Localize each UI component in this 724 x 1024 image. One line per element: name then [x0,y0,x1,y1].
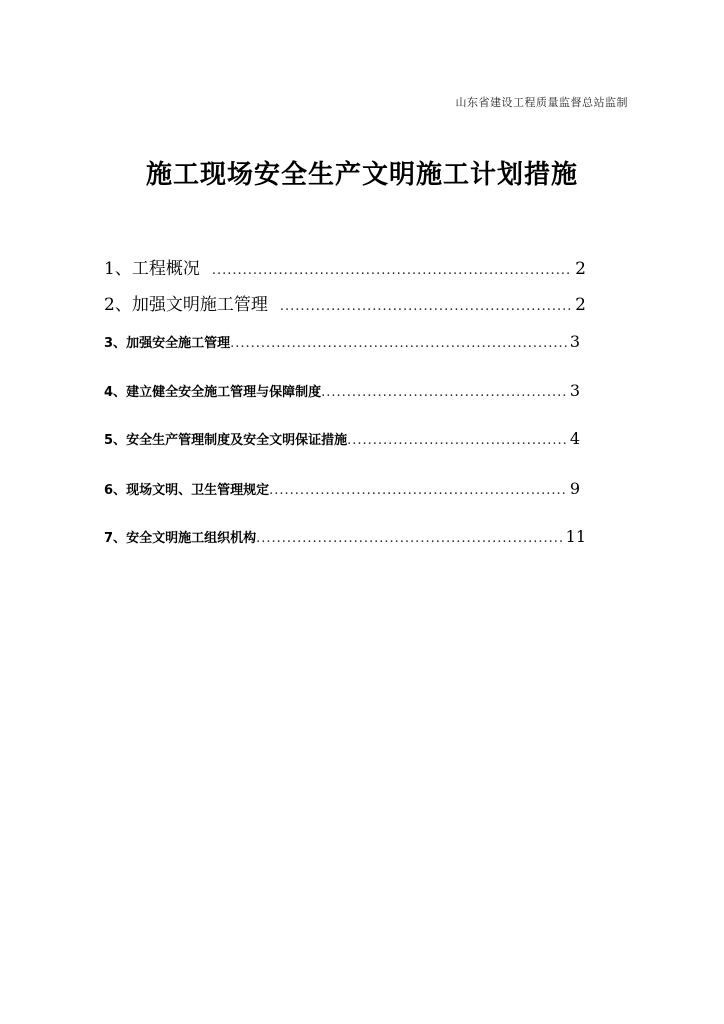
toc-entry-page: 2 [575,295,586,315]
toc-entry-number: 1 [104,259,115,279]
toc-entry-separator: 、 [114,295,132,315]
toc-entry-3[interactable] [104,332,580,351]
toc-entry-page: 11 [565,527,586,546]
toc-entry-number: 3 [104,336,114,351]
toc-entry-label: 工程概况 [131,259,200,279]
toc-entry-page: 3 [569,381,580,400]
toc-entry-number: 5 [104,433,114,448]
toc-entry-page: 3 [569,332,580,351]
toc-entry-number: 4 [104,385,114,400]
toc-entry-number: 6 [104,483,114,498]
toc-entry-label: 现场文明、卫生管理规定 [126,483,270,498]
document-title: 施工现场安全生产文明施工计划措施 [145,160,578,190]
toc-entry-label: 安全生产管理制度及安全文明保证措施 [126,433,348,448]
toc-dot-leader [347,433,567,448]
toc-entry-label: 安全文明施工组织机构 [126,531,257,546]
toc-entry-5[interactable] [104,429,580,448]
toc-dot-leader [256,531,563,546]
toc-entry-number: 2 [104,295,115,315]
toc-entry-label: 加强文明施工管理 [131,295,268,315]
toc-entry-page: 9 [569,479,580,498]
toc-dot-leader [212,263,572,278]
toc-dot-leader [269,483,567,498]
toc-entry-separator: 、 [113,483,127,498]
toc-entry-separator: 、 [114,259,132,279]
toc-dot-leader [321,385,567,400]
toc-entry-separator: 、 [113,433,127,448]
toc-entry-2[interactable] [104,290,586,315]
toc-entry-page: 2 [575,259,586,279]
toc-entry-label: 建立健全安全施工管理与保障制度 [126,385,322,400]
page-header-text: 山东省建设工程质量监督总站监制 [455,96,628,109]
toc-entry-separator: 、 [113,336,127,351]
toc-entry-separator: 、 [113,385,127,400]
toc-entry-number: 7 [104,531,114,546]
toc-entry-1[interactable] [104,254,586,279]
toc-entry-separator: 、 [113,531,127,546]
toc-dot-leader [230,336,567,351]
toc-entry-label: 加强安全施工管理 [126,336,231,351]
toc-entry-7[interactable] [104,527,586,546]
toc-entry-page: 4 [569,429,580,448]
toc-entry-4[interactable] [104,381,580,400]
toc-dot-leader [280,299,572,314]
toc-entry-6[interactable] [104,479,580,498]
